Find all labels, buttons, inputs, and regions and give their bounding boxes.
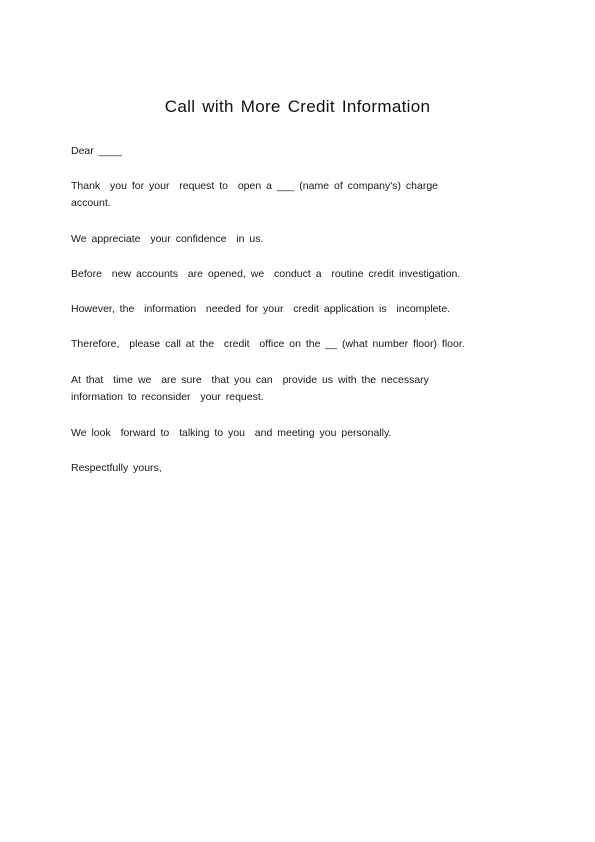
paragraph-investigation: Before new accounts are opened, we conduct a routine credit investigation. (71, 268, 461, 280)
paragraph-reconsider: At that time we are sure that you can provide us with the necessary information to reconsider your request. (71, 374, 429, 403)
document-title: Call with More Credit Information (164, 97, 431, 116)
paragraph-incomplete: However, the information needed for your credit application is incomplete. (71, 303, 451, 315)
paragraph-appreciation: We appreciate your confidence in us. (71, 233, 264, 245)
paragraph-thank-you: Thank you for your request to open a ___ (name of company's) charge account. (71, 180, 439, 209)
paragraph-meeting: We look forward to talking to you and meeting you personally. (71, 427, 392, 439)
closing: Respectfully yours, (71, 462, 162, 474)
salutation: Dear ____ (71, 145, 123, 157)
paragraph-call-office: Therefore, please call at the credit office on the __ (what number floor) floor. (71, 338, 465, 350)
